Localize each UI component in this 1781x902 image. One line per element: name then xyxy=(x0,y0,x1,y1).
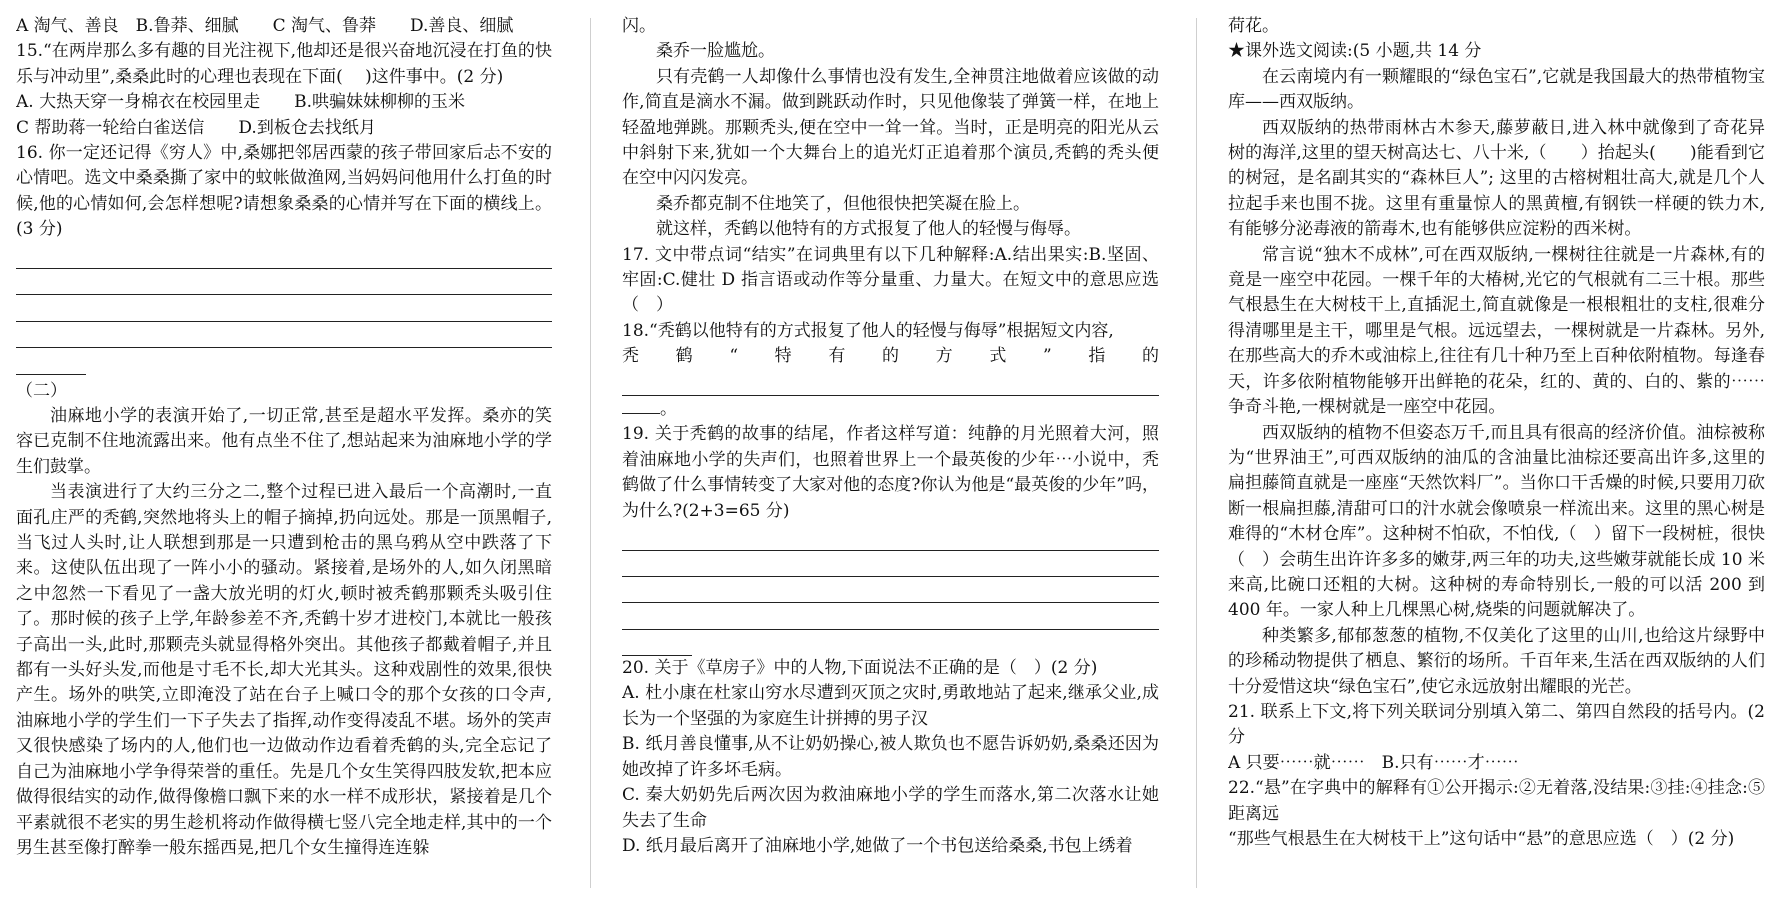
q15-options-cd: C 帮助蒋一轮给白雀送信 D.到板仓去找纸月 xyxy=(16,117,376,138)
column-right xyxy=(1228,14,1765,894)
passage-paragraph: 桑乔一脸尴尬。 xyxy=(656,41,775,62)
q16-text: 16. 你一定还记得《穷人》中,桑娜把邻居西蒙的孩子带回家后忐不安的心情吧。选文中桑桑撕了家中的蚊帐做渔网,当妈妈问他用什么打鱼的时候,他的心情如何,会怎样想呢?请想象桑桑的心情并写在下面的横线上。(3 分) xyxy=(16,143,552,240)
passage-paragraph: 西双版纳的热带雨林古木参天,藤萝蔽日,进入林中就像到了奇花异树的海洋,这里的望天树高达七、八十米,（ ）抬起头( )能看到它的树冠，是名副其实的“森林巨人”; 这里的古榕树粗壮高大,就是几个人拉起手来也围不拢。这里有重量惊人的黑黄檀,有钢铁一样硬的铁力木,有能够分泌毒液的箭毒木,也有能够供应淀粉的西米树。 xyxy=(1228,117,1765,240)
q17-text: 17. 文中带点词“结实”在词典里有以下几种解释:A.结出果实:B.坚固、牢固:C.健壮 D 指言语或动作等分量重、力量大。在短文中的意思应选（ ） xyxy=(622,244,1159,316)
section-title: ★课外选文阅读:(5 小题,共 14 分 xyxy=(1228,41,1482,62)
column-divider-left xyxy=(590,18,591,888)
answer-line[interactable] xyxy=(622,630,692,656)
passage-paragraph: 种类繁多,郁郁葱葱的植物,不仅美化了这里的山川,也给这片绿野中的珍稀动物提供了栖息、繁衍的场所。千百年来,生活在西双版纳的人们十分爱惜这块“绿色宝石”,使它永远放射出耀眼的光芒。 xyxy=(1228,625,1765,697)
column-left xyxy=(16,14,552,894)
passage-paragraph: 桑乔都克制不住地笑了，但他很快把笑凝在脸上。 xyxy=(656,193,1030,214)
q20-option-a: A. 杜小康在杜家山穷水尽遭到灭顶之灾时,勇敢地站了起来,继承父业,成长为一个坚强的为家庭生计拼搏的男子汉 xyxy=(622,683,1159,729)
passage-line: 闪。 xyxy=(622,16,656,36)
answer-line[interactable] xyxy=(622,551,1159,577)
q22-sub: “那些气根悬生在大树枝干上”这句话中“悬”的意思应选（ ）(2 分) xyxy=(1228,829,1735,849)
q15-options-ab: A. 大热天穿一身棉衣在校园里走 B.哄骗妹妹柳柳的玉米 xyxy=(16,92,465,113)
answer-line[interactable] xyxy=(16,322,552,348)
q18-text: 18.“秃鹤以他特有的方式报复了他人的轻慢与侮辱”根据短文内容, xyxy=(622,320,1114,341)
passage-paragraph: 西双版纳的植物不但姿态万千,而且具有很高的经济价值。油棕被称为“世界油王”,可西双版纳的油瓜的含油量比油棕还要高出许多,这里的扁担藤简直就是一座座“天然饮料厂”。当你口干舌燥的时候,只要用刀砍断一根扁担藤,清甜可口的汁水就会像喷泉一样流出来。这里的黑心树是难得的“木材仓库”。这种树不怕砍，不怕伐,（ ）留下一段树桩，很快（ ）会萌生出许许多多的嫩芽,两三年的功夫,这些嫩芽就能长成 10 米来高,比碗口还粗的大树。这种树的寿命特别长,一般的可以活 200 到 400 年。一家人种上几棵黑心树,烧柴的问题就解决了。 xyxy=(1228,422,1765,621)
q20-option-d: D. 纸月最后离开了油麻地小学,她做了一个书包送给桑桑,书包上绣着 xyxy=(622,835,1133,856)
q19-text: 19. 关于秃鹤的故事的结尾，作者这样写道：纯静的月光照着大河，照着油麻地小学的失声们，也照着世界上一个最英俊的少年⋯小说中，秃鹤做了什么事情转变了大家对他的态度?你认为他是“最英俊的少年”吗，为什么?(2+3=65 分) xyxy=(622,424,1159,521)
passage-paragraph: 油麻地小学的表演开始了,一切正常,甚至是超水平发挥。桑亦的笑容已克制不住地流露出来。他有点坐不住了,想站起来为油麻地小学的学生们鼓掌。 xyxy=(16,406,552,477)
q14-options: A 淘气、善良 B.鲁莽、细腻 C 淘气、鲁莽 D.善良、细腻 xyxy=(16,16,514,36)
answer-line[interactable] xyxy=(622,524,1159,550)
column-divider-right xyxy=(1196,18,1197,888)
answer-line[interactable] xyxy=(16,269,552,295)
passage-paragraph: 就这样，秃鹤以他特有的方式报复了他人的轻慢与侮辱。 xyxy=(656,219,1081,240)
q21-text: 21. 联系上下文,将下列关联词分别填入第二、第四自然段的括号内。(2 分 xyxy=(1228,701,1765,748)
answer-line[interactable] xyxy=(16,295,552,321)
answer-line[interactable] xyxy=(16,243,552,269)
q15-text: 15.“在两岸那么多有趣的目光注视下,他却还是很兴奋地沉浸在打鱼的快乐与冲动里”,桑桑此时的心理也表现在下面( )这件事中。(2 分) xyxy=(16,41,552,87)
q18-answer-end: 。 xyxy=(622,396,1159,422)
answer-line[interactable] xyxy=(16,348,86,374)
passage-line: 荷花。 xyxy=(1228,16,1279,36)
passage-paragraph: 在云南境内有一颗耀眼的“绿色宝石”,它就是我国最大的热带植物宝库——西双版纳。 xyxy=(1228,66,1765,113)
section-title: （二） xyxy=(16,380,67,401)
q20-option-c: C. 秦大奶奶先后两次因为救油麻地小学的学生而落水,第二次落水让她失去了生命 xyxy=(622,785,1159,831)
answer-line[interactable] xyxy=(622,370,1159,396)
q22-text: 22.“悬”在字典中的解释有①公开揭示:②无着落,没结果:③挂:④挂念:⑤距离远 xyxy=(1228,778,1765,824)
q21-options: A 只要⋯⋯就⋯⋯ B.只有⋯⋯才⋯⋯ xyxy=(1228,752,1519,773)
q20-option-b: B. 纸月善良懂事,从不让奶奶操心,被人欺负也不愿告诉奶奶,桑桑还因为她改掉了许多坏毛病。 xyxy=(622,734,1159,780)
answer-line[interactable] xyxy=(622,603,1159,629)
passage-paragraph: 常言说“独木不成林”,可在西双版纳,一棵树往往就是一片森林,有的竟是一座空中花园。一棵千年的大椿树,光它的气根就有二三十根。那些气根悬生在大树枝干上,直插泥土,简直就像是一根根粗壮的支柱,很难分得清哪里是主干，哪里是气根。远远望去，一棵树就是一片森林。另外,在那些高大的乔木或油棕上,往往有几十种乃至上百种依附植物。每逢春天，许多依附植物能够开出鲜艳的花朵，红的、黄的、白的、紫的⋯⋯争奇斗艳,一棵树就是一座空中花园。 xyxy=(1228,244,1765,418)
column-middle xyxy=(622,14,1159,894)
passage-paragraph: 当表演进行了大约三分之二,整个过程已进入最后一个高潮时,一直面孔庄严的秃鹤,突然地将头上的帽子摘掉,扔向远处。那是一顶黑帽子,当飞过人头时,让人联想到那是一只遭到枪击的黑乌鸦从空中跌落了下来。这使队伍出现了一阵小小的骚动。紧接着,是场外的人,如久闭黑暗之中忽然一下看见了一盏大放光明的灯火,顿时被秃鹤那颗秃头吸引住了。那时候的孩子上学,年龄参差不齐,秃鹤十岁才进校门,本就比一般孩子高出一头,此时,那颗壳头就显得格外突出。其他孩子都戴着帽子,并且都有一头好头发,而他是寸毛不长,却大光其头。这种戏剧性的效果,很快产生。场外的哄笑,立即淹没了站在台子上喊口令的那个女孩的口令声,油麻地小学的学生们一下子失去了指挥,动作变得凌乱不堪。场外的笑声又很快感染了场内的人,他们也一边做动作边看着秃鹤的头,完全忘记了自己为油麻地小学争得荣誉的重任。先是几个女生笑得四肢发软,把本应做得很结实的动作,做得像檐口飘下来的水一样不成形状，紧接着是几个平素就很不老实的男生趁机将动作做得横七竖八完全地走样,其中的一个男生甚至像打醉拳一般东摇西晃,把几个女生撞得连连躲 xyxy=(16,482,552,858)
q20-text: 20. 关于《草房子》中的人物,下面说法不正确的是（ ）(2 分) xyxy=(622,658,1098,679)
q18-text-spaced: 秃 鹤 “ 特 有 的 方 式 ” 指 的 xyxy=(622,346,1159,367)
answer-line[interactable] xyxy=(622,577,1159,603)
passage-paragraph: 只有壳鹤一人却像什么事情也没有发生,全神贯注地做着应该做的动作,简直是滴水不漏。做到跳跃动作时，只见他像装了弹簧一样，在地上轻盈地弹跳。那颗秃头,便在空中一耸一耸。当时，正是明亮的阳光从云中斜射下来,犹如一个大舞台上的追光灯正追着那个演员,秃鹤的秃头便在空中闪闪发亮。 xyxy=(622,66,1159,189)
